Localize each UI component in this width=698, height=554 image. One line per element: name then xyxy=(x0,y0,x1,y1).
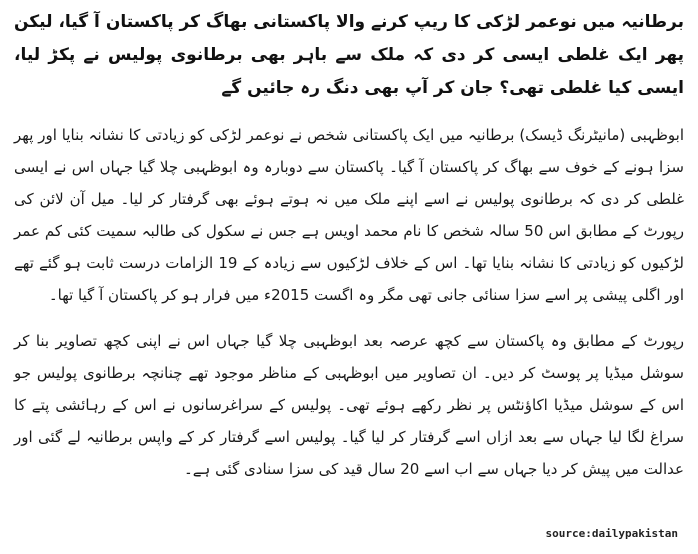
news-article xyxy=(14,6,684,499)
article-paragraph-2: رپورٹ کے مطابق وہ پاکستان سے کچھ عرصہ بعد ابوظہبی چلا گیا جہاں اس نے اپنی کچھ تصاویر بنا کر سوشل میڈیا پر پوسٹ کر دیں۔ ان تصاویر میں ابوظہبی کے مناظر موجود تھے چنانچہ برطانوی پولیس جو اس کے سوشل میڈیا اکاؤنٹس پر نظر رکھے ہوئے تھی۔ پولیس کے سراغرسانوں نے اس کے رہائشی پتے کا سراغ لگا لیا جہاں سے بعد ازاں اسے گرفتار کر لیا گیا۔ پولیس اسے گرفتار کر کے واپس برطانیہ لے گئی اور عدالت میں پیش کر دیا جہاں سے اب اسے 20 سال قید کی سزا سنادی گئی ہے۔ xyxy=(14,332,684,478)
article-paragraph-1: ابوظہبی (مانیٹرنگ ڈیسک) برطانیہ میں ایک پاکستانی شخص نے نوعمر لڑکی کو زیادتی کا نشانہ بنایا اور پھر سزا ہونے کے خوف سے بھاگ کر پاکستان آ گیا۔ پاکستان سے دوبارہ وہ ابوظہبی چلا گیا جہاں اس نے ایسی غلطی کر دی کہ برطانوی پولیس نے اسے اپنے ملک میں نہ ہوتے ہوئے بھی گرفتار کر لیا۔ میل آن لائن کی رپورٹ کے مطابق اس 50 سالہ شخص کا نام محمد اویس ہے جس نے سکول کی طالبہ سمیت کئی کم عمر لڑکیوں کو زیادتی کا نشانہ بنایا تھا۔ اس کے خلاف لڑکیوں سے زیادہ کے 19 الزامات درست ثابت ہو گئے تھے اور اگلی پیشی پر اسے سزا سنائی جانی تھی مگر وہ اگست 2015ء میں فرار ہو کر پاکستان آ گیا تھا۔ xyxy=(14,126,684,304)
source-credit: source:dailypakistan xyxy=(545,527,678,540)
article-headline: برطانیہ میں نوعمر لڑکی کا ریپ کرنے والا پاکستانی بھاگ کر پاکستان آ گیا، لیکن پھر ایک غلطی ایسی کر دی کہ ملک سے باہر بھی برطانوی پولیس نے پکڑ لیا، ایسی کیا غلطی تھی؟ جان کر آپ بھی دنگ رہ جائیں گے xyxy=(14,12,684,98)
